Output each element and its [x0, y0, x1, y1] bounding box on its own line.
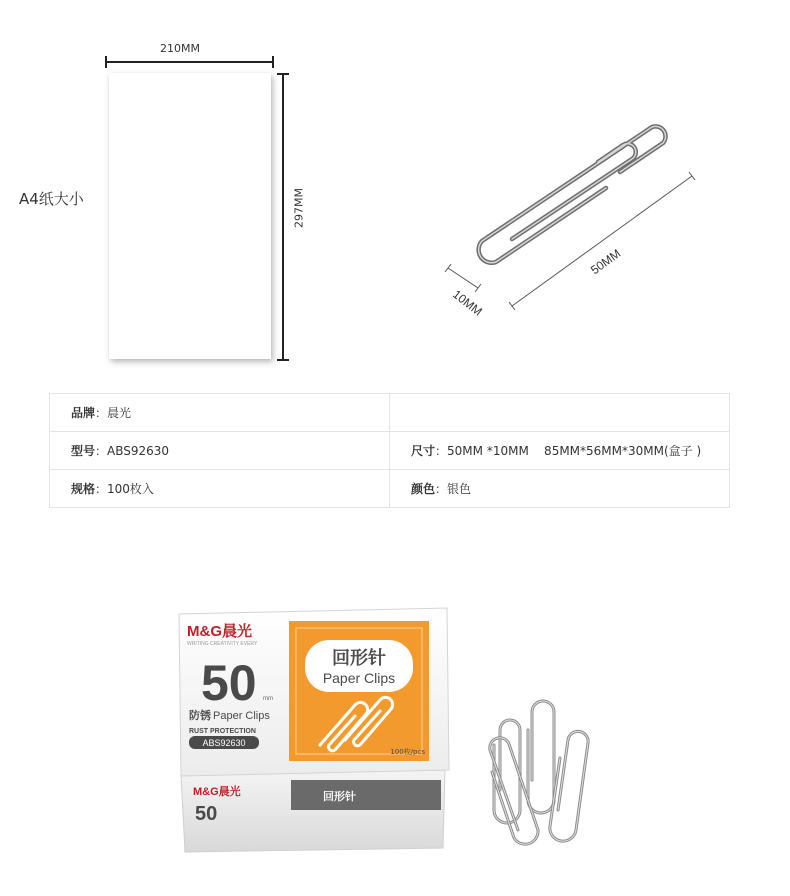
spec-table [49, 393, 730, 508]
box-title-cn: 回形针 [332, 648, 386, 669]
box-title-en: Paper Clips [322, 670, 396, 686]
a4-height-dimension-line [282, 74, 284, 360]
spec-key: 颜色 [411, 482, 436, 496]
spec-value: ABS92630 [107, 444, 170, 458]
loose-paper-clip-icon [550, 731, 588, 841]
spec-separator: ： [95, 482, 108, 496]
paper-clip-diagram [430, 110, 700, 325]
spec-key: 规格 [71, 482, 96, 496]
spec-separator: ： [435, 444, 448, 458]
box-size-unit: mm [263, 696, 273, 702]
box-rust-en: RUST PROTECTION [189, 728, 256, 735]
box-base-orange [291, 780, 441, 810]
spec-cell-size [390, 432, 730, 470]
product-box-photo [175, 600, 455, 855]
box-size-number: 50 [201, 655, 257, 711]
spec-cell-model [50, 432, 390, 470]
table-row [50, 432, 730, 470]
a4-width-cap-right [272, 56, 274, 68]
spec-value: 晨光 [107, 406, 132, 420]
box-brand-tagline: WRITING CREATIVITY EVERY [187, 641, 258, 647]
box-base-number: 50 [195, 803, 218, 825]
a4-size-caption: A4纸大小 [19, 190, 84, 208]
a4-width-dimension-line [106, 61, 273, 63]
paper-clips-photo [470, 690, 600, 860]
spec-key: 型号 [71, 444, 96, 458]
spec-key: 品牌 [71, 406, 96, 420]
spec-cell-color [390, 470, 730, 508]
table-row [50, 394, 730, 432]
box-count: 100枚/pcs [390, 748, 425, 756]
spec-cell-brand [50, 394, 390, 432]
a4-width-cap-left [105, 56, 107, 68]
spec-cell-quantity [50, 470, 390, 508]
clip-width-label: 10MM [450, 287, 485, 319]
box-base-title: 回形针 [323, 790, 356, 803]
a4-height-cap-top [277, 73, 289, 75]
loose-paper-clip-icon [528, 701, 554, 813]
box-brand-logo: M&G晨光 [187, 623, 252, 640]
clip-length-label: 50MM [588, 246, 624, 278]
spec-separator: ： [435, 482, 448, 496]
a4-height-cap-bottom [277, 359, 289, 361]
paper-clip-icon [479, 126, 666, 262]
spec-separator: ： [95, 444, 108, 458]
spec-value: 银色 [447, 482, 472, 496]
a4-width-label: 210MM [160, 42, 200, 55]
spec-cell-empty [390, 394, 730, 432]
spec-value: 50MM *10MM 85MM*56MM*30MM(盒子 ) [447, 444, 702, 458]
table-row [50, 470, 730, 508]
spec-key: 尺寸 [411, 444, 436, 458]
box-rust-cn: 防锈 [189, 709, 211, 722]
a4-paper-illustration [109, 73, 271, 359]
spec-separator: ： [95, 406, 108, 420]
a4-height-label: 297MM [292, 188, 306, 228]
spec-value: 100枚入 [107, 482, 154, 496]
box-base-brand: M&G晨光 [193, 786, 241, 798]
box-paper-clips-en: Paper Clips [213, 710, 270, 722]
box-model-number: ABS92630 [202, 738, 246, 748]
